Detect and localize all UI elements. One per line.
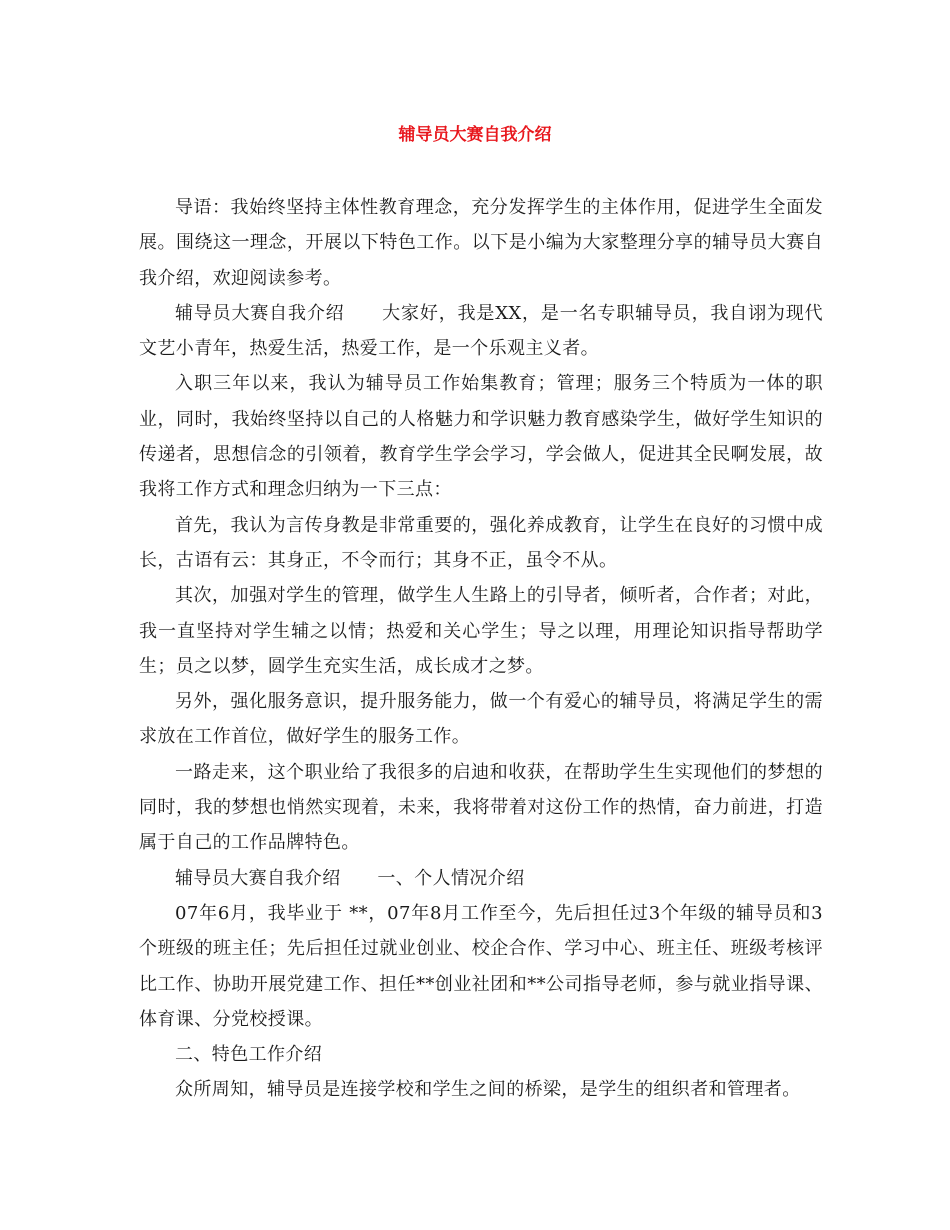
paragraph-features: 众所周知，辅导员是连接学校和学生之间的桥梁，是学生的组织者和管理者。 [175, 1079, 801, 1101]
section-heading-features: 二、特色工作介绍 [175, 1044, 323, 1066]
section-heading-personal: 辅导员大赛自我介绍 一、个人情况介绍 [175, 867, 525, 889]
paragraph-personal-info: 07年6月，我毕业于 **，07年8月工作至今，先后担任过3个年级的辅导员和3个班级的班主任；先后担任过就业创业、校企合作、学习中心、班主任、班级考核评比工作、协助开展党建工作、担任**创业社团和**公司指导老师，参与就业指导课、体育课、分党校授课。 [139, 902, 823, 1030]
document-body [139, 190, 823, 1108]
paragraph-third-point: 另外，强化服务意识，提升服务能力，做一个有爱心的辅导员，将满足学生的需求放在工作首位，做好学生的服务工作。 [139, 691, 823, 748]
document-title: 辅导员大赛自我介绍 [398, 125, 552, 145]
paragraph-second-point: 其次，加强对学生的管理，做学生人生路上的引导者，倾听者，合作者；对此，我一直坚持对学生辅之以情；热爱和关心学生；导之以理，用理论知识指导帮助学生；员之以梦，圆学生充实生活，成长成才之梦。 [139, 585, 823, 677]
paragraph-greeting: 辅导员大赛自我介绍 大家好，我是XX，是一名专职辅导员，我自诩为现代文艺小青年，热爱生活，热爱工作，是一个乐观主义者。 [139, 302, 823, 360]
paragraph-intro: 导语：我始终坚持主体性教育理念，充分发挥学生的主体作用，促进学生全面发展。围绕这一理念，开展以下特色工作。以下是小编为大家整理分享的辅导员大赛自我介绍，欢迎阅读参考。 [139, 197, 823, 289]
paragraph-reflection: 一路走来，这个职业给了我很多的启迪和收获，在帮助学生生实现他们的梦想的同时，我的梦想也悄然实现着，未来，我将带着对这份工作的热情，奋力前进，打造属于自己的工作品牌特色。 [139, 761, 823, 854]
paragraph-first-point: 首先，我认为言传身教是非常重要的，强化养成教育，让学生在良好的习惯中成长，古语有云：其身正，不令而行；其身不正，虽令不从。 [139, 514, 823, 571]
paragraph-career: 入职三年以来，我认为辅导员工作始集教育；管理；服务三个特质为一体的职业，同时，我始终坚持以自己的人格魅力和学识魅力教育感染学生，做好学生知识的传递者，思想信念的引领着，教育学生学会学习，学会做人，促进其全民啊发展，故我将工作方式和理念归纳为一下三点： [139, 373, 823, 501]
